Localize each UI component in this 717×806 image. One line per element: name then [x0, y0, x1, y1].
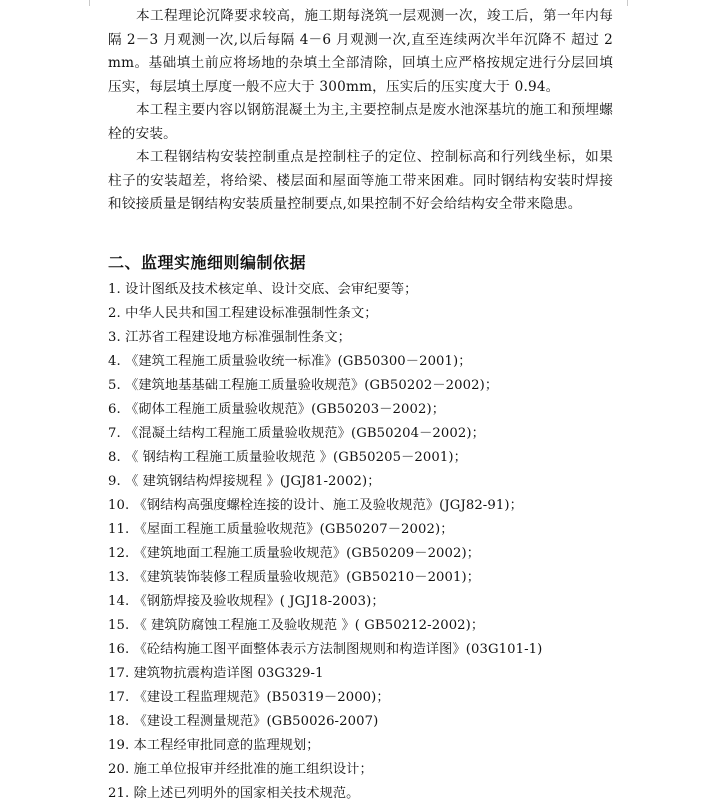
- list-item: 3. 江苏省工程建设地方标准强制性条文；: [108, 329, 351, 345]
- section-heading: 二、监理实施细则编制依据: [108, 252, 307, 272]
- list-item: 7. 《混凝土结构工程施工质量验收规范》(GB50204－2002)；: [108, 425, 485, 441]
- list-item: 17. 建筑物抗震构造详图 03G329-1: [108, 665, 324, 681]
- list-item: 2. 中华人民共和国工程建设标准强制性条文；: [108, 305, 378, 321]
- page-margin-mark-right: [627, 0, 628, 6]
- paragraph-settlement-observation: 本工程理论沉降要求较高，施工期每浇筑一层观测一次，竣工后，第一年内每隔 2－3 月观测一次,以后每隔 4－6 月观测一次,直至连续两次半年沉降不 超过 2mm。基础填土前应将场地的杂填土全部清除，回填土应严格按规定进行分层回填压实，每层填土厚度一般不应大于 300mm，压实后的压实度大于 0.94。: [108, 8, 613, 95]
- list-item: 11. 《屋面工程施工质量验收规范》(GB50207－2002)；: [108, 521, 454, 537]
- list-item: 10. 《钢结构高强度螺栓连接的设计、施工及验收规范》(JGJ82-91)；: [108, 497, 523, 513]
- list-item: 18. 《建设工程测量规范》(GB50026-2007): [108, 713, 379, 729]
- document-page: [108, 0, 613, 806]
- list-item: 6. 《砌体工程施工质量验收规范》(GB50203－2002)；: [108, 401, 446, 417]
- list-item: 8. 《 钢结构工程施工质量验收规范 》(GB50205－2001)；: [108, 449, 467, 465]
- list-item: 17. 《建设工程监理规范》(B50319－2000)；: [108, 689, 390, 705]
- basis-list: [108, 278, 613, 806]
- list-item: 5. 《建筑地基基础工程施工质量验收规范》(GB50202－2002)；: [108, 377, 499, 393]
- list-item: 12. 《建筑地面工程施工质量验收规范》(GB50209－2002)；: [108, 545, 481, 561]
- paragraph-steel-structure-control: 本工程钢结构安装控制重点是控制柱子的定位、控制标高和行列线坐标，如果柱子的安装超差，将给梁、楼层面和屋面等施工带来困难。同时钢结构安装时焊接和铰接质量是钢结构安装质量控制要点,如果控制不好会给结构安全带来隐患。: [108, 149, 613, 212]
- list-item: 14. 《钢筋焊接及验收规程》( JGJ18-2003)；: [108, 593, 385, 609]
- list-item: 20. 施工单位报审并经批准的施工组织设计；: [108, 761, 373, 777]
- list-item: 16. 《砼结构施工图平面整体表示方法制图规则和构造详图》(03G101-1): [108, 641, 543, 657]
- page-margin-mark-left: [89, 0, 90, 6]
- list-item: 21. 除上述已列明外的国家相关技术规范。: [108, 785, 360, 801]
- paragraph-main-control-points: 本工程主要内容以钢筋混凝土为主,主要控制点是废水池深基坑的施工和预埋螺栓的安装。: [108, 102, 613, 142]
- list-item: 19. 本工程经审批同意的监理规划；: [108, 737, 320, 753]
- list-item: 1. 设计图纸及技术核定单、设计交底、会审纪要等；: [108, 281, 418, 297]
- list-item: 13. 《建筑装饰装修工程质量验收规范》(GB50210－2001)；: [108, 569, 481, 585]
- list-item: 4. 《建筑工程施工质量验收统一标准》(GB50300－2001)；: [108, 353, 472, 369]
- list-item: 15. 《 建筑防腐蚀工程施工及验收规范 》( GB50212-2002)；: [108, 617, 485, 633]
- list-item: 9. 《 建筑钢结构焊接规程 》(JGJ81-2002)；: [108, 473, 381, 489]
